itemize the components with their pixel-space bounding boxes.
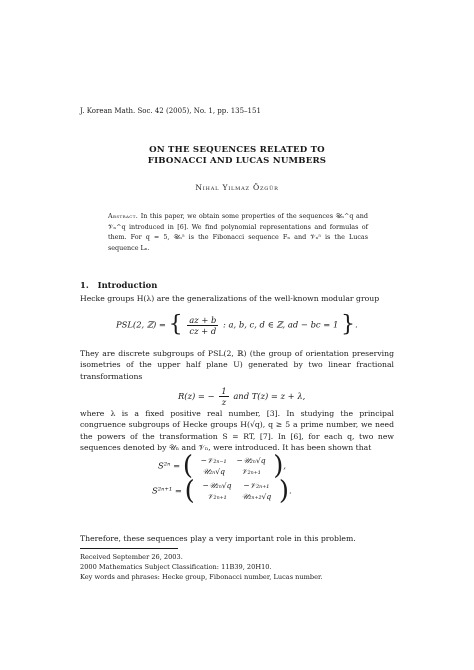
matrix-lhs-even: S²ⁿ =: [158, 460, 181, 471]
matrix-cell: −𝒰₂ₙ√q: [236, 456, 266, 465]
equation-generators-left: R(z) = −: [178, 391, 215, 401]
fraction-denominator: z: [221, 397, 227, 407]
equation-generators: [178, 386, 305, 407]
matrix-odd: [197, 480, 276, 502]
section-number: 1.: [80, 280, 89, 290]
paper-title-line-2: FIBONACCI AND LUCAS NUMBERS: [147, 156, 327, 166]
equation-generators-right: and T(z) = z + λ,: [233, 391, 306, 401]
footnote-received: Received September 26, 2003.: [80, 553, 183, 561]
footnote-rule: [80, 548, 178, 549]
abstract-text: In this paper, we obtain some properties of the sequences 𝒰ₙ^q and 𝒱ₙ^q introduced in [6]. We find polynomial representations and formulas of them. For q = 5, 𝒰ₙ⁵ is the Fibonacci sequence Fₙ and 𝒱ₙ⁵ is the Lucas sequence Lₙ.: [108, 212, 368, 252]
equation-s-even-power: S²ⁿ = ( −𝒱₂ₙ₋₁ −𝒰₂ₙ√q 𝒰₂ₙ√q 𝒱₂ₙ₊₁ ),: [158, 451, 287, 481]
abstract: [108, 211, 368, 253]
paragraph-conclusion: Therefore, these sequences play a very important role in this problem.: [80, 534, 356, 543]
fraction-denominator: cz + d: [189, 325, 217, 336]
fraction-numerator: az + b: [189, 314, 217, 325]
close-paren: ): [278, 476, 290, 506]
open-brace: {: [168, 312, 183, 337]
matrix-cell: −𝒱₂ₙ₊₁: [243, 481, 270, 490]
paragraph-sequences: where λ is a fixed positive real number, [3]. In studying the principal congruence subgroups of Hecke groups H(√q), q ≥ 5 a prime number, we need the powers of the transformation S = RT, [7]. In [6], for each q, two new sequences denoted by 𝒰ₙ and 𝒱ₙ, were introduced. It has been shown that: [80, 409, 394, 452]
paragraph-hecke-groups: They are discrete subgroups of PSL(2, ℝ) (the group of orientation preserving isometries of the upper half plane U) generated by two linear fractional transformations: [80, 349, 394, 381]
fraction-numerator: 1: [221, 386, 227, 396]
fraction-one-over-z: [219, 386, 228, 407]
matrix-cell: 𝒰₂ₙ√q: [202, 467, 225, 476]
matrix-cell: 𝒱₂ₙ₊₁: [207, 492, 227, 501]
open-paren: (: [182, 451, 193, 481]
matrix-cell: −𝒱₂ₙ₋₁: [200, 456, 227, 465]
section-heading: [80, 280, 157, 290]
author-name: Nihal Yilmaz Özgür: [195, 183, 279, 192]
footnote-keywords: Key words and phrases: Hecke group, Fibonacci number, Lucas number.: [80, 573, 323, 581]
matrix-lhs-odd: S²ⁿ⁺¹ =: [152, 485, 182, 496]
close-paren: ): [273, 451, 284, 481]
matrix-cell: 𝒱₂ₙ₊₁: [241, 467, 261, 476]
matrix-even: [196, 455, 271, 477]
abstract-heading: Abstract.: [108, 212, 139, 220]
equation-s-odd-power: S²ⁿ⁺¹ = ( −𝒰₂ₙ√q −𝒱₂ₙ₊₁ 𝒱₂ₙ₊₁ 𝒰₂ₙ₊₂√q ).: [152, 476, 292, 506]
open-paren: (: [184, 476, 195, 506]
equation-psl2z-lhs: PSL(2, ℤ) =: [116, 319, 166, 330]
close-brace: }: [340, 312, 355, 337]
journal-citation: J. Korean Math. Soc. 42 (2005), No. 1, pp. 135–151: [80, 107, 261, 115]
equation-psl2z-condition: : a, b, c, d ∈ ℤ, ad − bc = 1: [223, 319, 339, 330]
section-title: Introduction: [97, 280, 158, 290]
fraction-mobius: [187, 315, 218, 336]
matrix-cell: 𝒰₂ₙ₊₂√q: [241, 492, 272, 501]
equation-psl2z: PSL(2, ℤ) = { $\frac{az + b}{cz + d}$ : a, b, c, d ∈ ℤ, ad − bc = 1 }.: [116, 312, 358, 337]
footnote-msc: 2000 Mathematics Subject Classification: 11B39, 20H10.: [80, 563, 272, 571]
paragraph-intro: Hecke groups H(λ) are the generalizations of the well-known modular group: [80, 294, 380, 303]
paper-title-line-1: ON THE SEQUENCES RELATED TO: [149, 145, 325, 155]
matrix-cell: −𝒰₂ₙ√q: [202, 481, 232, 490]
